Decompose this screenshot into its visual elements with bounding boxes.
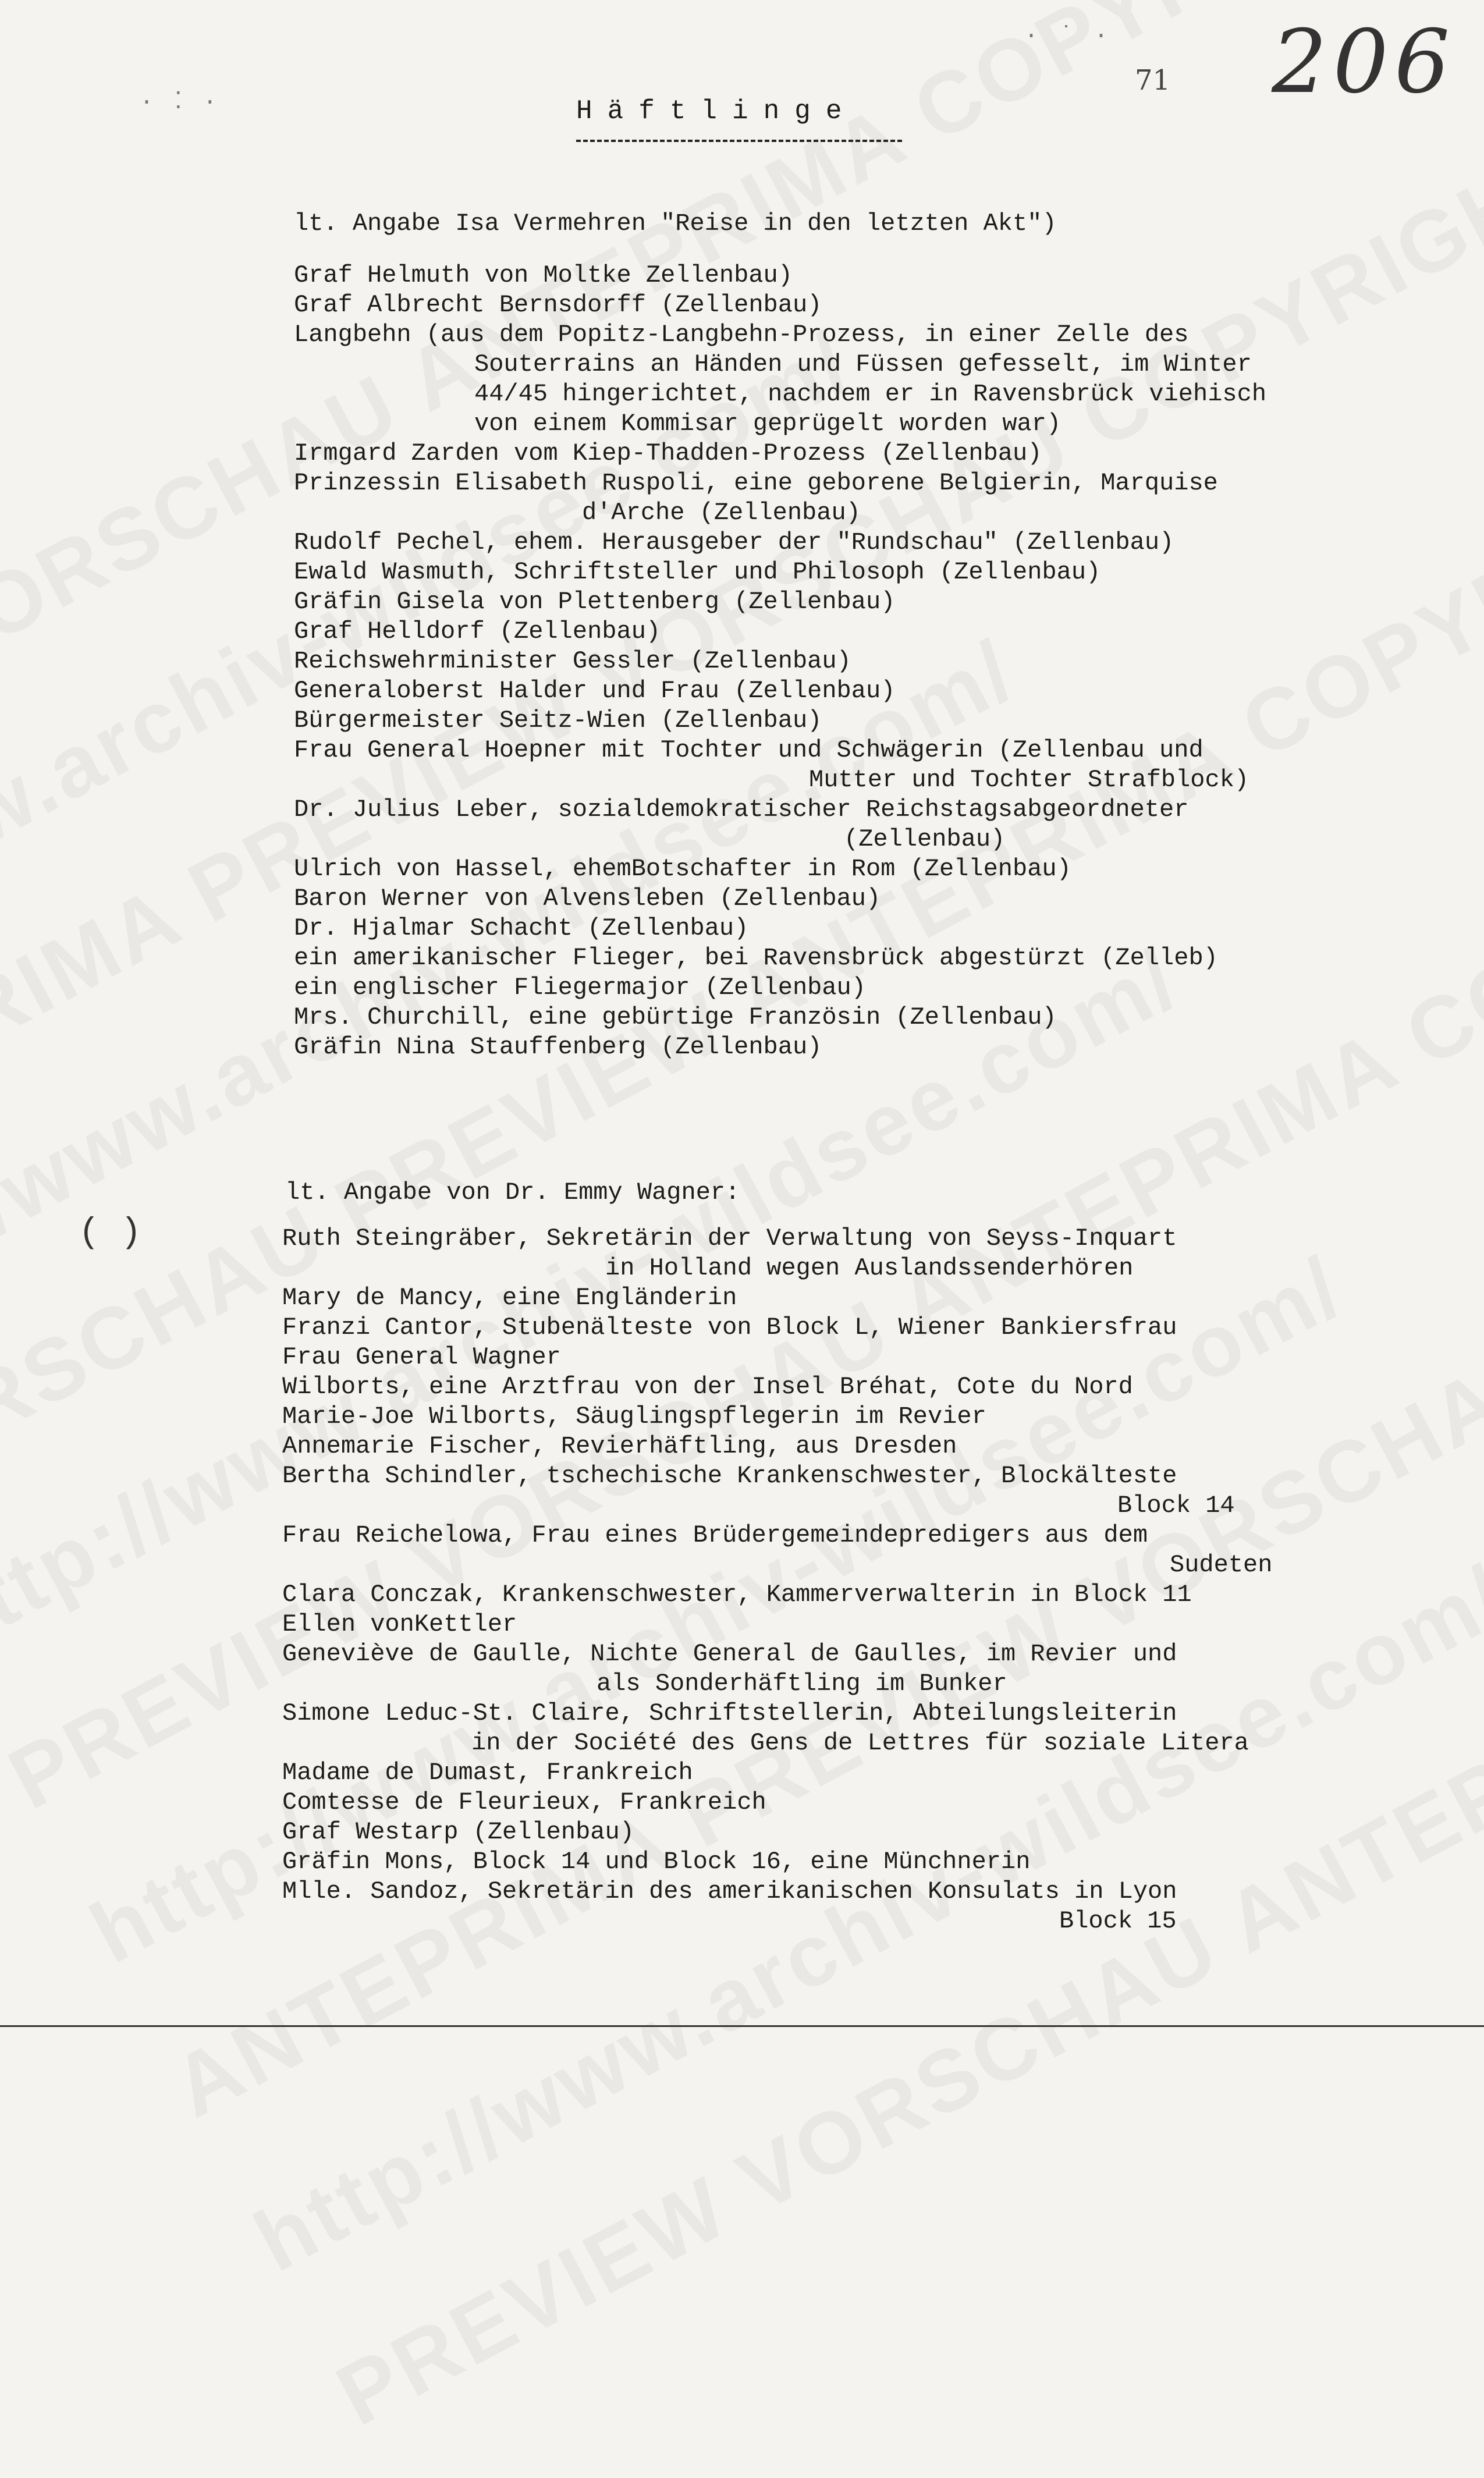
list-item-continuation: 44/45 hingerichtet, nachdem er in Ravensbrück viehisch bbox=[474, 380, 1267, 408]
list-item-continuation: Mutter und Tochter Strafblock) bbox=[809, 766, 1249, 794]
list-item bbox=[294, 470, 1218, 496]
list-item-text: Franzi Cantor, Stubenälteste von Block L, Wiener Bankiersfrau bbox=[282, 1313, 1177, 1341]
list-item bbox=[294, 559, 1100, 585]
list-item-text: Frau Reichelowa, Frau eines Brüdergemeindepredigers aus dem bbox=[282, 1521, 1148, 1549]
page-number: 206 bbox=[1272, 12, 1456, 113]
list-item-continuation: in der Société des Gens de Lettres für soziale Litera bbox=[471, 1729, 1249, 1757]
list-item bbox=[282, 1522, 1148, 1549]
list-item bbox=[294, 292, 822, 318]
list-item-text: Baron Werner von Alvensleben (Zellenbau) bbox=[294, 885, 881, 913]
list-item-continuation: Souterrains an Händen und Füssen gefesselt, im Winter bbox=[474, 350, 1252, 378]
list-item-continuation: (Zellenbau) bbox=[844, 825, 1006, 853]
list-item-continuation: d'Arche (Zellenbau) bbox=[582, 499, 861, 527]
list-item-continuation: als Sonderhäftling im Bunker bbox=[597, 1670, 1007, 1698]
list-item bbox=[294, 1034, 822, 1060]
list-item bbox=[294, 974, 866, 1001]
list-item-text: Graf Helldorf (Zellenbau) bbox=[294, 617, 661, 645]
list-item bbox=[282, 1700, 1177, 1727]
list-item-continuation: Sudeten bbox=[1170, 1551, 1273, 1579]
list-item bbox=[282, 1878, 1177, 1905]
list-item-continuation: Block 15 bbox=[1059, 1907, 1177, 1935]
list-item-text: Dr. Julius Leber, sozialdemokratischer Reichstagsabgeordneter bbox=[294, 796, 1189, 823]
list-item-text: ein amerikanischer Flieger, bei Ravensbrück abgestürzt (Zelleb) bbox=[294, 944, 1218, 972]
list-item-text: Simone Leduc-St. Claire, Schriftstellerin, Abteilungsleiterin bbox=[282, 1699, 1177, 1727]
list-item-text: Ewald Wasmuth, Schriftsteller und Philosoph (Zellenbau) bbox=[294, 558, 1101, 586]
list-item-text: ein englischer Fliegermajor (Zellenbau) bbox=[294, 974, 866, 1002]
list-item-text: Marie-Joe Wilborts, Säuglingspflegerin im Revier bbox=[282, 1403, 986, 1430]
list-item-text: Madame de Dumast, Frankreich bbox=[282, 1759, 693, 1787]
list-item-text: Comtesse de Fleurieux, Frankreich bbox=[282, 1788, 766, 1816]
list-item bbox=[294, 737, 1203, 764]
list-item bbox=[294, 885, 881, 912]
list-item-text: Ruth Steingräber, Sekretärin der Verwaltung von Seyss-Inquart bbox=[282, 1224, 1177, 1252]
list-item bbox=[282, 1641, 1177, 1667]
list-item-text: Dr. Hjalmar Schacht (Zellenbau) bbox=[294, 914, 749, 942]
list-item-text: Geneviève de Gaulle, Nichte General de Gaulles, im Revier und bbox=[282, 1640, 1177, 1668]
print-specks-icon: · ˙ · bbox=[1024, 23, 1112, 49]
list-item bbox=[282, 1848, 1030, 1875]
list-item bbox=[282, 1225, 1177, 1252]
list-item-text: Graf Westarp (Zellenbau) bbox=[282, 1818, 634, 1846]
page-title: Häftlinge bbox=[576, 96, 857, 126]
list-item bbox=[282, 1314, 1177, 1341]
print-specks-icon: · ⁚ · bbox=[140, 90, 221, 116]
list-item bbox=[282, 1759, 693, 1786]
list-item bbox=[294, 618, 661, 645]
list-item bbox=[282, 1344, 561, 1371]
list-item-text: Prinzessin Elisabeth Ruspoli, eine geborene Belgierin, Marquise bbox=[294, 469, 1218, 497]
list-item-text: Gräfin Gisela von Plettenberg (Zellenbau) bbox=[294, 588, 896, 616]
list-item bbox=[282, 1789, 766, 1816]
list-item-text: Gräfin Mons, Block 14 und Block 16, eine Münchnerin bbox=[282, 1848, 1031, 1876]
list-item bbox=[282, 1819, 634, 1845]
list-item-text: Wilborts, eine Arztfrau von der Insel Bréhat, Cote du Nord bbox=[282, 1373, 1133, 1401]
list-item bbox=[282, 1611, 517, 1638]
list-item-text: Irmgard Zarden vom Kiep-Thadden-Prozess (Zellenbau) bbox=[294, 439, 1042, 467]
list-item bbox=[282, 1462, 1177, 1489]
list-item-text: Graf Albrecht Bernsdorff (Zellenbau) bbox=[294, 291, 822, 319]
list-item bbox=[294, 707, 822, 734]
list-item-text: Ellen vonKettler bbox=[282, 1610, 517, 1638]
list-item-text: Frau General Hoepner mit Tochter und Schwägerin (Zellenbau und bbox=[294, 736, 1203, 764]
list-item-text: Mrs. Churchill, eine gebürtige Französin (Zellenbau) bbox=[294, 1003, 1057, 1031]
list-item bbox=[294, 321, 1188, 348]
list-item bbox=[294, 915, 748, 942]
list-item-text: Rudolf Pechel, ehem. Herausgeber der "Rundschau" (Zellenbau) bbox=[294, 528, 1174, 556]
list-item-text: Gräfin Nina Stauffenberg (Zellenbau) bbox=[294, 1033, 822, 1061]
list-item bbox=[294, 1004, 1057, 1031]
page-number-small: 71 bbox=[1135, 64, 1171, 97]
section-heading-vermehren: lt. Angabe Isa Vermehren "Reise in den letzten Akt") bbox=[294, 210, 1057, 237]
list-item-text: Reichswehrminister Gessler (Zellenbau) bbox=[294, 647, 851, 675]
list-item-text: Clara Conczak, Krankenschwester, Kammerverwalterin in Block 11 bbox=[282, 1581, 1192, 1609]
section-heading-wagner: lt. Angabe von Dr. Emmy Wagner: bbox=[285, 1178, 740, 1206]
list-item-text: Langbehn (aus dem Popitz-Langbehn-Prozess, in einer Zelle des bbox=[294, 321, 1189, 349]
list-item bbox=[282, 1284, 737, 1311]
list-item bbox=[294, 529, 1174, 556]
list-item bbox=[294, 945, 1218, 971]
list-item bbox=[282, 1373, 1133, 1400]
list-item bbox=[282, 1433, 957, 1460]
list-item-text: Annemarie Fischer, Revierhäftling, aus Dresden bbox=[282, 1432, 957, 1460]
list-item bbox=[294, 796, 1188, 823]
list-item bbox=[294, 440, 1042, 467]
list-item bbox=[294, 588, 895, 615]
bottom-rule bbox=[0, 2025, 1484, 2027]
list-item-text: Bertha Schindler, tschechische Krankenschwester, Blockälteste bbox=[282, 1462, 1177, 1490]
list-item bbox=[294, 677, 895, 704]
list-item bbox=[282, 1581, 1192, 1608]
list-item bbox=[282, 1403, 986, 1430]
list-item-continuation: Block 14 bbox=[1117, 1492, 1235, 1520]
list-item-text: Bürgermeister Seitz-Wien (Zellenbau) bbox=[294, 707, 822, 734]
list-item bbox=[294, 648, 851, 674]
list-item-text: Frau General Wagner bbox=[282, 1343, 561, 1371]
margin-bracket-icon: ( ) bbox=[79, 1213, 142, 1253]
list-item-continuation: von einem Kommisar geprügelt worden war) bbox=[474, 410, 1061, 438]
list-item bbox=[294, 855, 1071, 882]
list-item bbox=[294, 262, 793, 289]
list-item-text: Generaloberst Halder und Frau (Zellenbau) bbox=[294, 677, 896, 705]
list-item-text: Mary de Mancy, eine Engländerin bbox=[282, 1284, 737, 1312]
list-item-text: Ulrich von Hassel, ehemBotschafter in Rom (Zellenbau) bbox=[294, 855, 1071, 883]
list-item-text: Graf Helmuth von Moltke Zellenbau) bbox=[294, 261, 793, 289]
list-item-continuation: in Holland wegen Auslandssenderhören bbox=[605, 1254, 1134, 1282]
list-item-text: Mlle. Sandoz, Sekretärin des amerikanischen Konsulats in Lyon bbox=[282, 1877, 1177, 1905]
title-underline bbox=[576, 140, 902, 142]
